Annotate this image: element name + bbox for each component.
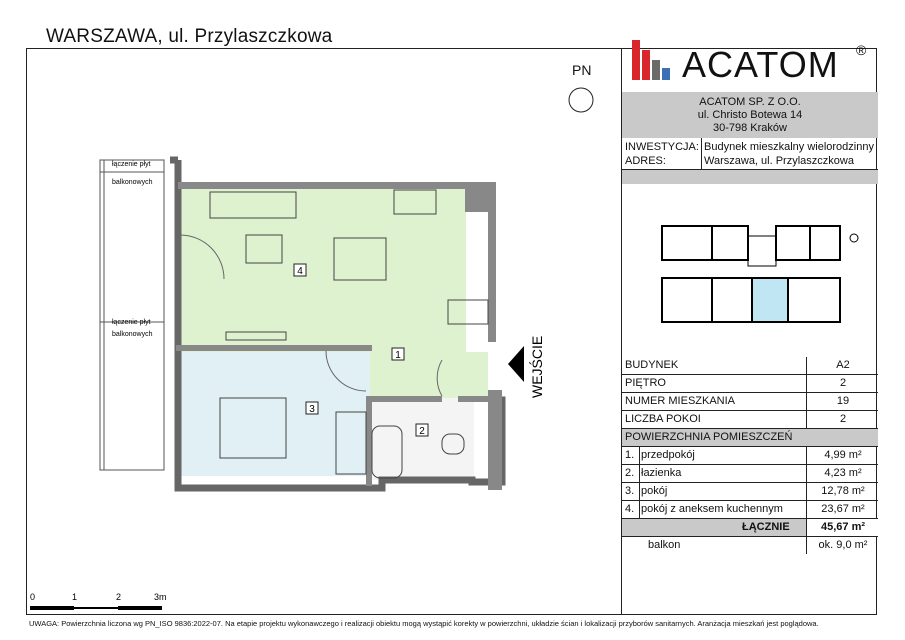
area-row: 4. pokój z aneksem kuchennym 23,67 m² xyxy=(622,501,878,519)
company-name: ACATOM SP. Z O.O. xyxy=(699,96,801,108)
areas-header: POWIERZCHNIA POMIESZCZEŃ xyxy=(622,429,878,447)
area-row: 1. przedpokój 4,99 m² xyxy=(622,447,878,465)
compass-label: PN xyxy=(572,62,592,78)
company-street: ul. Christo Botewa 14 xyxy=(697,109,803,121)
balcony-note-2a: łączenie płyt xyxy=(112,319,151,326)
brand-logo xyxy=(622,42,878,92)
floor-plan xyxy=(90,60,560,500)
brand-registered: ® xyxy=(856,42,867,58)
investment-value: Budynek mieszkalny wielorodzinny xyxy=(704,141,874,153)
scale-tick-1: 1 xyxy=(72,592,78,602)
entrance-arrow xyxy=(508,346,524,382)
key-plan-apartment xyxy=(752,278,788,322)
room-2-fill xyxy=(370,398,474,480)
key-plan xyxy=(622,186,878,356)
investment-block xyxy=(622,138,878,170)
room-1-fill xyxy=(370,352,488,400)
compass-icon xyxy=(563,80,599,120)
brand-name: ACATOM xyxy=(682,44,839,85)
company-city: 30-798 Kraków xyxy=(713,122,787,134)
address-label: ADRES: xyxy=(625,155,666,167)
page-title: WARSZAWA, ul. Przylaszczkowa xyxy=(46,26,333,47)
room-label-3: 3 xyxy=(309,404,315,415)
area-row: 3. pokój 12,78 m² xyxy=(622,483,878,501)
balcony-row: balkon ok. 9,0 m² xyxy=(622,537,878,554)
balcony xyxy=(100,160,164,470)
balcony-note-1b: balkonowych xyxy=(112,179,153,186)
footer-note: UWAGA: Powierzchnia liczona wg PN_ISO 9836:2022-07. Na etapie projektu wykonawczego i realizacji obiektu mogą wystąpić korekty w powierzchni, układzie ścian i lokalizacji przyborów sanitarnych. Aranżacja mieszkań jest poglądowa. xyxy=(29,619,819,628)
room-label-2: 2 xyxy=(419,426,425,437)
scale-tick-0: 0 xyxy=(30,592,36,602)
scale-tick-2: 2 xyxy=(116,592,122,602)
room-3-fill xyxy=(180,352,370,476)
address-value: Warszawa, ul. Przylaszczkowa xyxy=(704,155,854,167)
brand-logo-icon xyxy=(632,36,676,80)
detail-row: LICZBA POKOI 2 xyxy=(622,411,878,429)
divider-band xyxy=(622,170,878,184)
balcony-note-1a: łączenie płyt xyxy=(112,161,151,168)
apartment-table xyxy=(622,357,878,554)
detail-row: NUMER MIESZKANIA 19 xyxy=(622,393,878,411)
room-label-1: 1 xyxy=(395,350,401,361)
entrance-label: WEJŚCIE xyxy=(529,335,545,398)
area-row: 2. łazienka 4,23 m² xyxy=(622,465,878,483)
investment-label: INWESTYCJA: xyxy=(625,141,699,153)
balcony-note-2b: balkonowych xyxy=(112,331,153,338)
scale-bar xyxy=(28,590,168,614)
room-label-4: 4 xyxy=(297,266,303,277)
total-row: ŁĄCZNIE 45,67 m² xyxy=(622,519,878,537)
company-block xyxy=(622,92,878,138)
detail-row: BUDYNEK A2 xyxy=(622,357,878,375)
scale-tick-3: 3m xyxy=(154,592,167,602)
detail-row: PIĘTRO 2 xyxy=(622,375,878,393)
info-panel xyxy=(621,42,878,615)
